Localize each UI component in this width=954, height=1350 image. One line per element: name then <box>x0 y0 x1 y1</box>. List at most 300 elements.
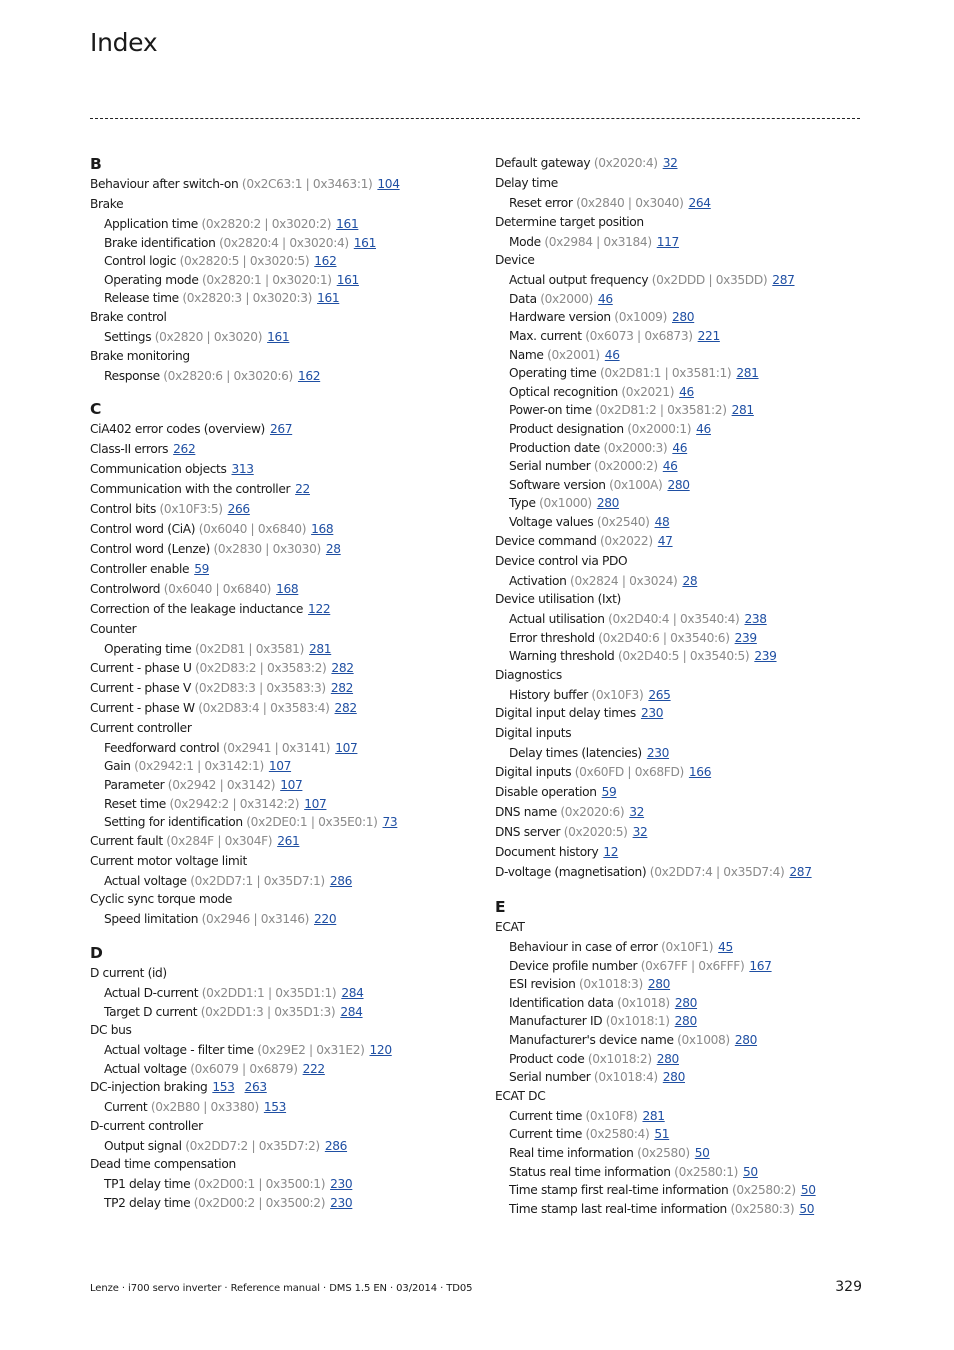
index-entry <box>495 823 875 843</box>
entry-object-code: (0x6079 | 0x6879) <box>190 1061 298 1076</box>
page-link[interactable]: 263 <box>244 1080 267 1095</box>
index-subentry <box>90 1175 470 1194</box>
index-entry <box>90 440 470 460</box>
entry-object-code: (0x6040 | 0x6840) <box>163 582 272 597</box>
entry-object-code: (0x2820 | 0x3020) <box>154 329 263 344</box>
index-subentry <box>495 233 875 252</box>
page-link[interactable]: 162 <box>297 368 321 383</box>
page-link[interactable]: 50 <box>800 1183 816 1198</box>
index-subentry <box>495 194 875 213</box>
entry-term: Production date <box>509 440 600 455</box>
index-subentry <box>495 1068 875 1087</box>
entry-term: Controller enable <box>90 562 190 577</box>
index-entry <box>90 659 470 679</box>
entry-term: DC-injection braking <box>90 1080 208 1095</box>
entry-term: Device profile number <box>509 958 638 973</box>
page-link[interactable]: 12 <box>603 845 619 860</box>
entry-object-code: (0x2001) <box>547 347 600 362</box>
page-link[interactable]: 161 <box>353 235 376 250</box>
page-link[interactable]: 46 <box>679 384 694 399</box>
entry-object-code: (0x2DD1:3 | 0x35D1:3) <box>200 1004 336 1019</box>
entry-term: Brake monitoring <box>90 348 190 363</box>
page-link[interactable]: 282 <box>330 680 354 695</box>
index-subentry <box>495 647 875 666</box>
index-entry <box>495 843 875 863</box>
index-subentry <box>495 476 875 495</box>
index-entry <box>495 251 875 271</box>
page-link[interactable]: 265 <box>648 687 671 702</box>
entry-object-code: (0x2DE0:1 | 0x35E0:1) <box>246 815 378 830</box>
page-link[interactable]: 22 <box>295 482 310 497</box>
index-subentry <box>495 994 875 1013</box>
entry-term: Class-II errors <box>90 442 169 457</box>
entry-object-code: (0x2580:1) <box>674 1164 739 1179</box>
page-link[interactable]: 73 <box>382 815 398 830</box>
page-link[interactable]: 230 <box>646 746 670 761</box>
index-entry <box>495 666 875 686</box>
entry-term: Dead time compensation <box>90 1157 236 1172</box>
entry-object-code: (0x2DD7:4 | 0x35D7:4) <box>649 865 785 880</box>
entry-object-code: (0x2580:2) <box>731 1183 796 1198</box>
page-link[interactable]: 107 <box>304 796 327 811</box>
entry-term: Control logic <box>104 254 177 269</box>
entry-object-code: (0x2021) <box>621 384 675 399</box>
page-link[interactable]: 264 <box>688 196 711 210</box>
page-link[interactable]: 230 <box>640 706 664 721</box>
entry-object-code: (0x2820:6 | 0x3020:6) <box>163 368 293 383</box>
entry-object-code: (0x2820:4 | 0x3020:4) <box>219 235 349 250</box>
entry-term: Current - phase U <box>90 660 192 675</box>
page-link[interactable]: 161 <box>317 291 340 306</box>
page-link[interactable]: 48 <box>654 514 670 529</box>
entry-term: History buffer <box>509 687 588 702</box>
section-letter: D <box>90 943 103 962</box>
page-link[interactable]: 262 <box>173 442 196 457</box>
entry-term: Response <box>104 368 160 383</box>
index-entry <box>495 918 875 938</box>
index-entry <box>495 763 875 783</box>
page-link[interactable]: 266 <box>227 502 250 517</box>
index-subentry <box>90 757 470 776</box>
index-subentry <box>495 1050 875 1069</box>
entry-term: Application time <box>104 217 198 231</box>
entry-term: Document history <box>495 845 599 860</box>
page-link[interactable]: 230 <box>330 1177 353 1192</box>
page-link[interactable]: 280 <box>674 1014 697 1029</box>
section-letter: B <box>90 155 102 173</box>
entry-object-code: (0x2D81:1 | 0x3581:1) <box>599 366 732 381</box>
entry-term: Correction of the leakage inductance <box>90 602 304 617</box>
entry-object-code: (0x29E2 | 0x31E2) <box>257 1043 365 1058</box>
entry-term: TP2 delay time <box>104 1196 191 1211</box>
entry-object-code: (0x10F1) <box>661 940 714 955</box>
entry-object-code: (0x2000:1) <box>627 421 692 436</box>
page-link[interactable]: 281 <box>736 366 759 381</box>
page-link[interactable]: 284 <box>341 985 364 1000</box>
entry-object-code: (0x2000:2) <box>593 459 658 474</box>
entry-object-code: (0x2D83:2 | 0x3583:2) <box>195 660 327 675</box>
page-link[interactable]: 168 <box>276 582 299 597</box>
entry-term: Device command <box>495 533 597 548</box>
entry-term: Operating mode <box>104 272 199 287</box>
index-entry <box>90 1117 470 1137</box>
index-subentry <box>495 1144 875 1163</box>
page-link[interactable]: 280 <box>734 1033 758 1048</box>
index-subentry <box>495 308 875 327</box>
entry-object-code: (0x2540) <box>596 514 650 529</box>
page-link[interactable]: 50 <box>743 1164 758 1179</box>
entry-term: D-voltage (magnetisation) <box>495 865 647 880</box>
entry-term: Determine target position <box>495 214 644 229</box>
page-link[interactable]: 45 <box>718 940 733 955</box>
index-subentry <box>90 1098 470 1117</box>
page-link[interactable]: 239 <box>754 649 777 664</box>
index-entry <box>495 863 875 883</box>
entry-term: TP1 delay time <box>104 1177 191 1192</box>
index-entry <box>495 1087 875 1107</box>
page-link[interactable]: 222 <box>302 1061 325 1076</box>
entry-term: Brake <box>90 197 124 211</box>
index-entry <box>90 600 470 620</box>
index-subentry <box>90 984 470 1003</box>
entry-term: Control word (CiA) <box>90 522 196 537</box>
index-entry <box>495 724 875 744</box>
index-section <box>90 943 470 1213</box>
entry-term: Target D current <box>104 1004 198 1019</box>
page-link[interactable]: 46 <box>597 291 613 306</box>
entry-term: Serial number <box>509 1070 591 1085</box>
page-link[interactable]: 161 <box>267 329 290 344</box>
entry-object-code: (0x2984 | 0x3184) <box>544 234 652 249</box>
entry-term: Actual voltage - filter time <box>104 1043 254 1058</box>
page-link[interactable]: 313 <box>231 462 254 477</box>
page-link[interactable]: 46 <box>672 440 688 455</box>
entry-object-code: (0x60FD | 0x68FD) <box>574 765 684 780</box>
entry-object-code: (0x2D00:2 | 0x3500:2) <box>193 1196 326 1211</box>
page-link[interactable]: 280 <box>596 496 620 511</box>
page-link[interactable]: 280 <box>674 995 698 1010</box>
index-entry <box>495 532 875 552</box>
index-subentry <box>90 367 470 386</box>
entry-term: Disable operation <box>495 785 597 800</box>
entry-object-code: (0x2020:4) <box>593 156 658 170</box>
index-entry <box>495 590 875 610</box>
entry-term: Data <box>509 291 537 306</box>
entry-term: Communication with the controller <box>90 482 291 497</box>
entry-term: Parameter <box>104 777 165 792</box>
page-link[interactable]: 107 <box>280 777 303 792</box>
entry-object-code: (0x1018:4) <box>593 1070 658 1085</box>
entry-term: Speed limitation <box>104 912 199 927</box>
index-subentry <box>495 327 875 346</box>
entry-term: Current time <box>509 1108 582 1123</box>
index-entry <box>495 552 875 572</box>
index-subentry <box>495 290 875 309</box>
entry-object-code: (0x1000) <box>539 496 592 511</box>
index-subentry <box>90 872 470 891</box>
index-subentry <box>90 215 470 234</box>
entry-term: Device utilisation (Ixt) <box>495 592 621 607</box>
entry-term: Current <box>104 1100 148 1115</box>
entry-object-code: (0x1018:2) <box>587 1051 652 1066</box>
index-entry <box>90 560 470 580</box>
entry-term: Identification data <box>509 995 614 1010</box>
entry-term: Digital input delay times <box>495 706 636 721</box>
page-link[interactable]: 153 <box>212 1080 235 1095</box>
index-subentry <box>495 401 875 420</box>
page-link[interactable]: 46 <box>604 347 620 362</box>
page-link[interactable]: 221 <box>697 328 720 343</box>
entry-object-code: (0x1008) <box>677 1033 730 1048</box>
page-link[interactable]: 162 <box>314 254 337 269</box>
index-entry <box>90 679 470 699</box>
entry-term: Actual output frequency <box>509 273 649 288</box>
entry-term: Feedforward control <box>104 740 220 755</box>
entry-object-code: (0x2020:6) <box>560 805 625 820</box>
index-entry <box>90 580 470 600</box>
page-link[interactable]: 280 <box>662 1070 685 1085</box>
page-link[interactable]: 238 <box>744 612 767 627</box>
page-link[interactable]: 281 <box>309 642 332 657</box>
index-subentry <box>495 610 875 629</box>
index-subentry <box>90 1060 470 1079</box>
index-subentry <box>495 420 875 439</box>
entry-term: D-current controller <box>90 1118 203 1133</box>
index-subentry <box>495 1107 875 1126</box>
entry-term: Reset error <box>509 196 573 210</box>
page-link[interactable]: 280 <box>667 477 690 492</box>
entry-term: Cyclic sync torque mode <box>90 892 233 907</box>
entry-object-code: (0x2D81 | 0x3581) <box>194 642 304 657</box>
entry-object-code: (0x2D81:2 | 0x3581:2) <box>595 403 727 418</box>
index-entry <box>90 420 470 440</box>
index-subentry <box>495 1031 875 1050</box>
index-subentry <box>495 572 875 591</box>
entry-object-code: (0x2824 | 0x3024) <box>570 573 678 588</box>
page-link[interactable]: 107 <box>268 759 292 774</box>
page-link[interactable]: 32 <box>629 805 645 820</box>
page-link[interactable]: 46 <box>696 421 711 436</box>
page-link[interactable]: 153 <box>263 1100 287 1115</box>
entry-object-code: (0x2022) <box>600 533 653 548</box>
entry-term: Delay times (latencies) <box>509 746 642 761</box>
entry-object-code: (0x1018:1) <box>605 1014 670 1029</box>
page-link[interactable]: 28 <box>325 542 341 557</box>
index-section <box>495 154 875 883</box>
page-link[interactable]: 161 <box>336 272 359 287</box>
section-letter: C <box>90 400 102 419</box>
page-link[interactable]: 122 <box>308 602 331 617</box>
index-subentry <box>90 252 470 271</box>
page-link[interactable]: 281 <box>642 1108 665 1123</box>
entry-term: Brake identification <box>104 235 216 250</box>
entry-object-code: (0x2000) <box>540 291 593 306</box>
page-link[interactable]: 267 <box>269 422 293 437</box>
page-link[interactable]: 230 <box>330 1196 353 1211</box>
index-subentry <box>90 813 470 832</box>
entry-object-code: (0x2D40:4 | 0x3540:4) <box>608 612 740 627</box>
index-subentry <box>495 271 875 290</box>
page-link[interactable]: 47 <box>657 533 673 548</box>
page-link[interactable]: 50 <box>799 1201 815 1216</box>
index-subentry <box>495 629 875 648</box>
page-link[interactable]: 220 <box>314 912 337 927</box>
entry-object-code: (0x2942:1 | 0x3142:1) <box>134 759 264 774</box>
entry-term: Manufacturer ID <box>509 1014 603 1029</box>
entry-term: DNS server <box>495 825 561 840</box>
index-entry <box>90 890 470 910</box>
index-subentry <box>90 1041 470 1060</box>
entry-object-code: (0x1009) <box>614 310 667 325</box>
entry-term: Gain <box>104 759 131 774</box>
page-link[interactable]: 166 <box>688 765 712 780</box>
page-link[interactable]: 287 <box>772 273 795 288</box>
section-letter: E <box>495 898 506 917</box>
entry-object-code: (0x2B80 | 0x3380) <box>150 1100 259 1115</box>
entry-term: Diagnostics <box>495 667 562 682</box>
entry-term: Serial number <box>509 459 591 474</box>
entry-term: ECAT DC <box>495 1088 546 1103</box>
entry-object-code: (0x2DD1:1 | 0x35D1:1) <box>201 985 337 1000</box>
entry-term: Warning threshold <box>509 649 615 664</box>
index-subentry <box>90 234 470 253</box>
index-subentry <box>495 1012 875 1031</box>
entry-object-code: (0x2580:3) <box>730 1201 795 1216</box>
entry-term: CiA402 error codes (overview) <box>90 422 265 437</box>
page-link[interactable]: 261 <box>277 833 300 848</box>
page-link[interactable]: 284 <box>340 1004 363 1019</box>
entry-object-code: (0x2000:3) <box>603 440 668 455</box>
index-entry <box>495 803 875 823</box>
entry-object-code: (0x2942:2 | 0x3142:2) <box>169 796 300 811</box>
index-subentry <box>90 271 470 290</box>
index-entry <box>90 1155 470 1175</box>
index-subentry <box>90 1003 470 1022</box>
index-entry <box>90 620 470 640</box>
page-link[interactable]: 59 <box>601 785 617 800</box>
page-link[interactable]: 286 <box>324 1138 348 1153</box>
entry-term: Activation <box>509 573 567 588</box>
page-link[interactable]: 104 <box>377 177 400 191</box>
page-link[interactable]: 281 <box>731 403 754 418</box>
dashed-divider <box>90 118 860 119</box>
entry-term: Communication objects <box>90 462 227 477</box>
index-subentry <box>495 1181 875 1200</box>
index-subentry <box>495 1200 875 1219</box>
entry-term: Release time <box>104 291 179 306</box>
index-entry <box>90 964 470 984</box>
entry-term: Voltage values <box>509 514 594 529</box>
page-link[interactable]: 287 <box>789 865 812 880</box>
page-link[interactable]: 286 <box>329 873 353 888</box>
entry-object-code: (0x2820:3 | 0x3020:3) <box>182 291 313 306</box>
index-subentry <box>90 795 470 814</box>
index-section <box>495 897 875 1218</box>
page-link[interactable]: 46 <box>662 459 678 474</box>
entry-object-code: (0x2020:5) <box>563 825 628 840</box>
entry-term: Behaviour after switch-on <box>90 177 239 191</box>
entry-object-code: (0x2580) <box>637 1146 690 1160</box>
entry-term: Current fault <box>90 833 163 848</box>
page-link[interactable]: 282 <box>334 700 357 715</box>
entry-term: ECAT <box>495 920 525 935</box>
page-link[interactable]: 59 <box>194 562 209 577</box>
page-link[interactable]: 280 <box>672 310 695 325</box>
entry-object-code: (0x10F8) <box>585 1108 638 1123</box>
entry-term: Current time <box>509 1127 582 1142</box>
entry-term: Status real time information <box>509 1164 671 1179</box>
index-section <box>90 154 470 385</box>
entry-object-code: (0x2830 | 0x3030) <box>213 542 321 557</box>
index-subentry <box>90 289 470 308</box>
page-link[interactable]: 280 <box>647 977 671 992</box>
index-entry <box>90 460 470 480</box>
entry-object-code: (0x2DD7:2 | 0x35D7:2) <box>185 1138 320 1153</box>
entry-term: D current (id) <box>90 965 167 980</box>
entry-object-code: (0x10F3:5) <box>159 502 223 517</box>
entry-object-code: (0x6040 | 0x6840) <box>198 522 307 537</box>
entry-term: Operating time <box>104 642 192 657</box>
page-link[interactable]: 161 <box>336 217 359 231</box>
entry-object-code: (0x2820:5 | 0x3020:5) <box>179 254 310 269</box>
index-entry <box>90 195 470 215</box>
index-subentry <box>495 346 875 365</box>
page-link[interactable]: 282 <box>331 660 354 675</box>
page-link[interactable]: 239 <box>734 630 757 645</box>
page-link[interactable]: 50 <box>694 1146 710 1160</box>
entry-term: Hardware version <box>509 310 611 325</box>
entry-term: Device <box>495 253 535 268</box>
page-link[interactable]: 28 <box>682 573 698 588</box>
index-entry <box>90 1078 470 1098</box>
entry-term: Control word (Lenze) <box>90 542 210 557</box>
page-link[interactable]: 168 <box>311 522 334 537</box>
entry-object-code: (0x2580:4) <box>585 1127 650 1142</box>
page-link[interactable]: 107 <box>335 740 358 755</box>
entry-object-code: (0x284F | 0x304F) <box>166 833 273 848</box>
page-link[interactable]: 280 <box>656 1051 679 1066</box>
entry-term: Digital inputs <box>495 765 572 780</box>
entry-term: Max. current <box>509 328 582 343</box>
index-subentry <box>495 744 875 763</box>
entry-term: Actual D-current <box>104 985 199 1000</box>
entry-term: Optical recognition <box>509 384 618 399</box>
entry-object-code: (0x2D83:3 | 0x3583:3) <box>194 680 326 695</box>
entry-object-code: (0x2C63:1 | 0x3463:1) <box>241 177 373 191</box>
page-link[interactable]: 51 <box>654 1127 670 1142</box>
index-subentry <box>495 364 875 383</box>
entry-object-code: (0x2941 | 0x3141) <box>222 740 331 755</box>
entry-term: Behaviour in case of error <box>509 940 658 955</box>
page-link[interactable]: 32 <box>632 825 648 840</box>
index-entry <box>495 154 875 174</box>
entry-object-code: (0x67FF | 0x6FFF) <box>640 958 745 973</box>
page-link[interactable]: 117 <box>656 234 679 249</box>
entry-term: Device control via PDO <box>495 553 628 568</box>
entry-term: Operating time <box>509 366 597 381</box>
index-subentry <box>495 1163 875 1182</box>
page-title: Index <box>90 28 158 57</box>
page-link[interactable]: 167 <box>749 958 772 973</box>
entry-term: Counter <box>90 622 137 637</box>
index-subentry <box>90 1137 470 1156</box>
entry-term: Delay time <box>495 176 558 190</box>
page-link[interactable]: 32 <box>662 156 678 170</box>
index-subentry <box>90 328 470 347</box>
index-entry <box>90 719 470 739</box>
page-link[interactable]: 120 <box>369 1043 392 1058</box>
entry-object-code: (0x2820:1 | 0x3020:1) <box>202 272 332 287</box>
